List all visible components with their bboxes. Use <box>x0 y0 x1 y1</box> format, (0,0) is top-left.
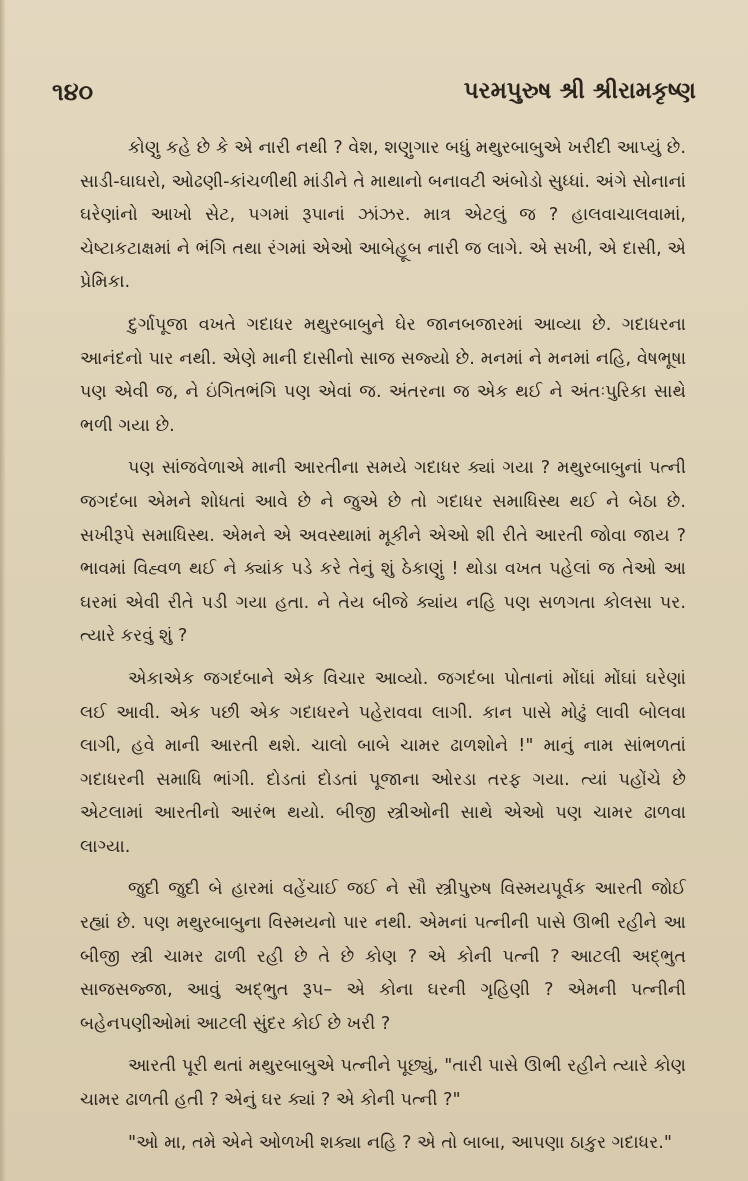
paragraph-1: કોણુ કહે છે કે એ નારી નથી ? વેશ, શણુગાર બધું મથુરબાબુએ ખરીદી આપ્યું છે. સાડી-ઘાઘરો, ઓઢણી-કાંચળીથી માંડીને તે માથાનો બનાવટી અંબોડો સુધ્ધાં. અંગે સોનાનાં ઘરેણાંનો આખો સેટ, પગમાં રૂપાનાં ઝાંઝર. માત્ર એટલું જ ? હાલવાચાલવામાં, ચેષ્ટાકટાક્ષમાં ને ભંગિ તથા રંગમાં એઓ આબેહૂબ નારી જ લાગે. એ સખી, એ દાસી, એ પ્રેમિકા. <box>80 138 686 293</box>
paragraph-3: પણ સાંજવેળાએ માની આરતીના સમયે ગદાધર ક્યાં ગયા ? મથુરબાબુનાં પત્ની જગદંબા એમને શોધતાં આવે છે ને જુએ છે તો ગદાધર સમાધિસ્થ થઈ ને બેઠા છે. સખીરૂપે સમાધિસ્થ. એમને એ અવસ્થામાં મૂકીને એઓ શી રીતે આરતી જોવા જાય ? ભાવમાં વિહ્વળ થઈ ને ક્યાંક પડે કરે તેનું શું ઠેકાણું ! થોડા વખત પહેલાં જ તેઓ આ ઘરમાં એવી રીતે પડી ગયા હતા. ને તેય બીજે ક્યાંય નહિ પણ સળગતા કોલસા પર. ત્યારે કરવું શું ? <box>80 458 686 647</box>
paragraph-4: એકાએક જગદંબાને એક વિચાર આવ્યો. જગદંબા પોતાનાં મોંઘાં મોંઘાં ઘરેણાં લઈ આવી. એક પછી એક ગદાધરને પહેરાવવા લાગી. કાન પાસે મોઢું લાવી બોલવા લાગી, હવે માની આરતી થશે. ચાલો બાબે ચામર ઢાળશોને !" માનું નામ સાંભળતાં ગદાધરની સમાધિ ભાંગી. દોડતાં દોડતાં પૂજાના ઓરડા તરફ ગયા. ત્યાં પહોંચે છે એટલામાં આરતીનો આરંભ થયો. બીજી સ્ત્રીઓની સાથે એઓ પણ ચામર ઢાળવા લાગ્યા. <box>80 668 686 857</box>
paragraph-7: "ઓ મા, તમે એને ઓળખી શક્યા નહિ ? એ તો બાબા, આપણા ઠાકુર ગદાધર." <box>128 1132 672 1153</box>
page-header <box>52 78 696 118</box>
page-number: ૧૪૦ <box>52 78 94 106</box>
paragraph-5: જુદી જુદી બે હારમાં વહેંચાઈ જઈ ને સૌ સ્ત્રીપુરુષ વિસ્મયપૂર્વક આરતી જોઈ રહ્યાં છે. પણ મથુરબાબુના વિસ્મયનો પાર નથી. એમનાં પત્નીની પાસે ઊભી રહીને આ બીજી સ્ત્રી ચામર ઢાળી રહી છે તે છે કોણ ? એ કોની પત્ની ? આટલી અદ્ભુત સાજસજ્જા, આવું અદ્ભુત રૂપ– એ કોના ઘરની ગૃહિણી ? એમની પત્નીની બહેનપણીઓમાં આટલી સુંદર કોઈ છે ખરી ? <box>80 879 686 1034</box>
page-edge-shadow <box>0 0 6 1181</box>
running-title: પરમપુરુષ શ્રી શ્રીરામકૃષ્ણ <box>463 78 696 104</box>
body-text <box>80 132 686 1169</box>
paragraph-2: દુર્ગાપૂજા વખતે ગદાધર મથુરબાબુને ઘેર જાનબજારમાં આવ્યા છે. ગદાધરના આનંદનો પાર નથી. એણે માની દાસીનો સાજ સજ્યો છે. મનમાં ને મનમાં નહિ, વેષભૂષા પણ એવી જ, ને ઇંગિતભંગિ પણ એવાં જ. અંતરના જ એક થઈ ને અંતઃપુરિકા સાથે ભળી ગયા છે. <box>80 314 686 436</box>
paragraph-6: આરતી પૂરી થતાં મથુરબાબુએ પત્નીને પૂછ્યું, "તારી પાસે ઊભી રહીને ત્યારે કોણ ચામર ઢાળતી હતી ? એનું ઘર ક્યાં ? એ કોની પત્ની ?" <box>80 1056 686 1111</box>
